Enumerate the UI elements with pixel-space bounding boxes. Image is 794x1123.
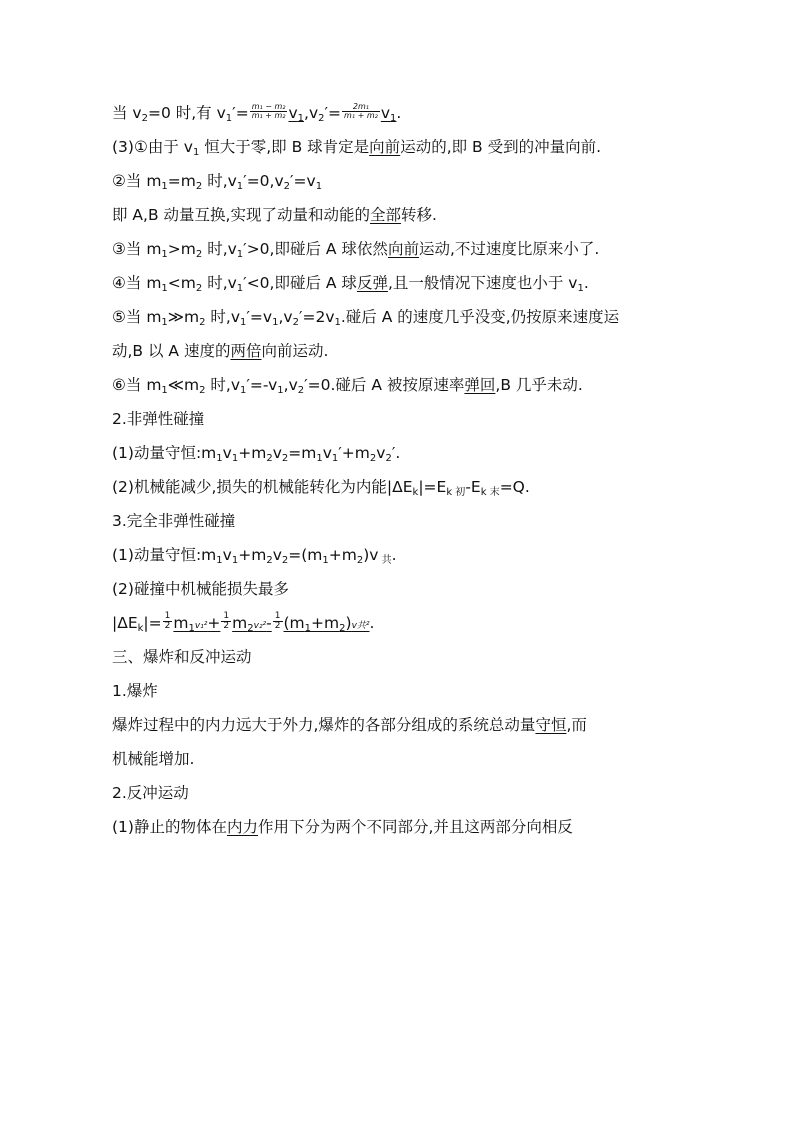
text: ′=v: [246, 308, 273, 326]
text: |ΔE: [112, 614, 138, 632]
term-3: [272, 611, 370, 634]
subscript: 1: [161, 385, 168, 396]
text: 转移.: [400, 206, 437, 224]
subscript: 2: [195, 283, 203, 294]
subscript: 2: [369, 453, 377, 464]
text: .: [391, 546, 397, 564]
text: ⑥当 m: [112, 376, 162, 394]
underlined-answer: 两倍: [230, 342, 262, 360]
text: v: [322, 444, 332, 462]
numerator: 1: [164, 611, 171, 621]
term-1: [162, 611, 208, 634]
text: ,且一般情况下速度也小于 v: [387, 274, 578, 292]
subscript: 2: [199, 317, 206, 328]
text: ′<0,即碰后 A 球: [243, 274, 357, 292]
text: v: [288, 104, 298, 122]
text: 作用下分为两个不同部分,并且这两部分向相反: [257, 818, 573, 836]
text: ,而: [566, 716, 587, 734]
heading-text: 3.完全非弹性碰撞: [112, 512, 236, 530]
text: +m: [238, 444, 267, 462]
text: m: [173, 614, 189, 632]
text: <m: [167, 274, 196, 292]
heading-text: 三、爆炸和反冲运动: [112, 648, 252, 666]
line-momentum-conservation: [112, 436, 692, 470]
text: v: [222, 546, 232, 564]
velocity-squared: v₂²: [253, 621, 267, 631]
subscript: 2: [266, 453, 273, 464]
underlined-answer: 内力: [226, 818, 258, 836]
subscript: 1: [236, 249, 244, 260]
subscript: 1: [316, 453, 323, 464]
text: >m: [167, 240, 196, 258]
text: (1)动量守恒:m: [112, 546, 217, 564]
text: (1)动量守恒:m: [112, 444, 217, 462]
subscript: 1: [277, 385, 284, 396]
line-energy-loss: [112, 470, 692, 504]
operator: +: [207, 614, 221, 632]
subscript: 1: [231, 555, 239, 566]
text: -E: [465, 478, 481, 496]
subscript: 1: [322, 555, 329, 566]
text: ′.: [391, 444, 401, 462]
subscript: 1: [297, 113, 305, 124]
line-explosion-2: [112, 742, 692, 776]
subscript: 1: [161, 317, 168, 328]
text: ④当 m: [112, 274, 162, 292]
operator: -: [266, 614, 272, 632]
line-case-4: [112, 266, 692, 300]
subscript: 1: [334, 317, 341, 328]
text: 动,B 以 A 速度的: [112, 342, 231, 360]
section-inelastic-heading: [112, 402, 692, 436]
line-elastic-result: [112, 96, 692, 130]
document-page: [112, 96, 692, 844]
text: ′+m: [338, 444, 370, 462]
text: ⑤当 m: [112, 308, 162, 326]
text: (3)①由于 v: [112, 138, 193, 156]
underlined-answer: 弹回: [464, 376, 496, 394]
text: ′=v: [290, 172, 316, 190]
text: (1)静止的物体在: [112, 818, 227, 836]
fraction-half: [221, 612, 231, 631]
section-recoil-heading: [112, 776, 692, 810]
text: ′>0,即碰后 A 球依然: [243, 240, 388, 258]
line-case-5-cont: [112, 334, 692, 368]
subscript: 2: [292, 317, 299, 328]
text: ≫m: [167, 308, 200, 326]
subscript: 2: [199, 385, 206, 396]
text: 运动,不过速度比原来小了.: [418, 240, 600, 258]
text: v: [222, 444, 232, 462]
subscript: k 初: [446, 487, 466, 498]
subscript: 1: [331, 453, 339, 464]
text: v: [272, 444, 282, 462]
line-case-3: [112, 232, 692, 266]
subscript: 1: [315, 181, 323, 192]
text: ②当 m: [112, 172, 162, 190]
section-explosion-recoil-heading: [112, 640, 692, 674]
text: ,B 几乎未动.: [495, 376, 583, 394]
text: 机械能增加.: [112, 750, 195, 768]
line-explosion-1: [112, 708, 692, 742]
subscript: 2: [281, 555, 289, 566]
text: ,v: [304, 104, 319, 122]
subscript: k 末: [480, 487, 500, 498]
subscript: 1: [304, 623, 312, 634]
text: 恒大于零,即 B 球肯定是: [199, 138, 370, 156]
heading-text: 2.反冲运动: [112, 784, 189, 802]
line-exchange: [112, 198, 692, 232]
text: m: [232, 614, 248, 632]
underlined-answer: 反弹: [356, 274, 388, 292]
fraction-m1-minus-m2: [250, 103, 288, 120]
text: +m: [311, 614, 340, 632]
subscript: 1: [216, 453, 223, 464]
denominator: m₁ + m₂: [344, 111, 378, 120]
fraction-half: [273, 612, 283, 631]
numerator: m₁ − m₂: [251, 102, 286, 111]
subscript: k: [412, 487, 419, 498]
line-momentum-common: [112, 538, 692, 572]
text: 时,v: [205, 308, 241, 326]
text: 运动的,即 B 受到的冲量向前.: [400, 138, 602, 156]
denominator: 2: [164, 621, 171, 631]
section-perfectly-inelastic-heading: [112, 504, 692, 538]
subscript: 1: [161, 283, 168, 294]
line-energy-loss-formula: [112, 606, 692, 640]
text: =Q.: [499, 478, 530, 496]
text: ′=2v: [298, 308, 335, 326]
text: v: [380, 104, 391, 122]
subscript: 1: [161, 181, 168, 192]
subscript: 2: [141, 113, 148, 124]
subscript: 2: [318, 113, 325, 124]
text: .: [396, 104, 402, 122]
subscript: 2: [297, 385, 305, 396]
velocity-squared: v共²: [351, 621, 370, 631]
text: .: [583, 274, 589, 292]
text: =m: [288, 444, 317, 462]
text: ≪m: [167, 376, 200, 394]
line-case-6: [112, 368, 692, 402]
text: .碰后 A 的速度几乎没变,仍按原来速度运: [340, 308, 620, 326]
text: 时,v: [205, 376, 241, 394]
denominator: 2: [274, 621, 281, 631]
text: .: [369, 614, 375, 632]
section-explosion-heading: [112, 674, 692, 708]
text: v: [376, 444, 386, 462]
subscript: 2: [195, 249, 203, 260]
text: 爆炸过程中的内力远大于外力,爆炸的各部分组成的系统总动量: [112, 716, 536, 734]
numerator: 2m₁: [352, 102, 369, 111]
subscript: 2: [339, 623, 346, 634]
subscript: 2: [283, 181, 291, 192]
subscript: 1: [240, 317, 247, 328]
denominator: 2: [223, 621, 230, 631]
text: (2)机械能减少,损失的机械能转化为内能|ΔE: [112, 478, 413, 496]
text: 时,v: [202, 172, 237, 190]
text: =m: [167, 172, 196, 190]
text: ′=-v: [246, 376, 278, 394]
heading-text: 1.爆炸: [112, 682, 158, 700]
subscript: 1: [225, 113, 233, 124]
text: =0 时,有 v: [147, 104, 226, 122]
subscript: 1: [236, 181, 244, 192]
subscript: 1: [577, 283, 584, 294]
text: ′=0,v: [243, 172, 284, 190]
text: ′=: [232, 104, 249, 122]
text: (m: [283, 614, 305, 632]
text: +m: [238, 546, 267, 564]
text: ′=: [324, 104, 342, 122]
text: =(m: [288, 546, 323, 564]
text: 向前运动.: [261, 342, 329, 360]
subscript: k: [137, 623, 144, 634]
text: 即 A,B 动量互换,实现了动量和动能的: [112, 206, 370, 224]
text: ): [345, 614, 352, 632]
denominator: m₁ + m₂: [251, 111, 286, 120]
subscript: 1: [161, 249, 168, 260]
velocity-squared: v₁²: [194, 621, 208, 631]
text: v: [272, 546, 282, 564]
underlined-answer: 向前: [387, 240, 419, 258]
text: ,v: [283, 376, 298, 394]
subscript: 1: [272, 317, 279, 328]
subscript: 2: [281, 453, 289, 464]
heading-text: 2.非弹性碰撞: [112, 410, 205, 428]
underlined-answer: 守恒: [535, 716, 567, 734]
text: ,v: [278, 308, 293, 326]
fraction-2m1: [342, 103, 380, 120]
subscript: 1: [192, 147, 200, 158]
text: ′=0.碰后 A 被按原速率: [304, 376, 465, 394]
subscript: 2: [356, 555, 364, 566]
subscript: 2: [195, 181, 203, 192]
underlined-answer: 全部: [369, 206, 401, 224]
fraction-underlined: [249, 104, 304, 122]
underlined-answer: 向前: [369, 138, 401, 156]
fraction-underlined: [341, 104, 396, 122]
text: |=E: [418, 478, 447, 496]
subscript: 共: [378, 555, 392, 566]
term-2: [220, 611, 267, 634]
text: ③当 m: [112, 240, 162, 258]
text: 当 v: [112, 104, 142, 122]
line-3-1: [112, 130, 692, 164]
text: 时,v: [202, 274, 237, 292]
numerator: 1: [223, 611, 230, 621]
subscript: 1: [231, 453, 239, 464]
subscript: 1: [188, 623, 195, 634]
subscript: 2: [385, 453, 392, 464]
numerator: 1: [274, 611, 281, 621]
text: 时,v: [202, 240, 237, 258]
line-max-loss: [112, 572, 692, 606]
line-case-2: [112, 164, 692, 198]
subscript: 2: [266, 555, 273, 566]
subscript: 1: [390, 113, 397, 124]
line-recoil-1: [112, 810, 692, 844]
text: +m: [328, 546, 357, 564]
fraction-half: [163, 612, 173, 631]
text: |=: [143, 614, 162, 632]
text: )v: [363, 546, 379, 564]
subscript: 2: [247, 623, 254, 634]
line-case-5: [112, 300, 692, 334]
subscript: 1: [236, 283, 244, 294]
subscript: 1: [216, 555, 223, 566]
text: (2)碰撞中机械能损失最多: [112, 580, 289, 598]
subscript: 1: [240, 385, 247, 396]
